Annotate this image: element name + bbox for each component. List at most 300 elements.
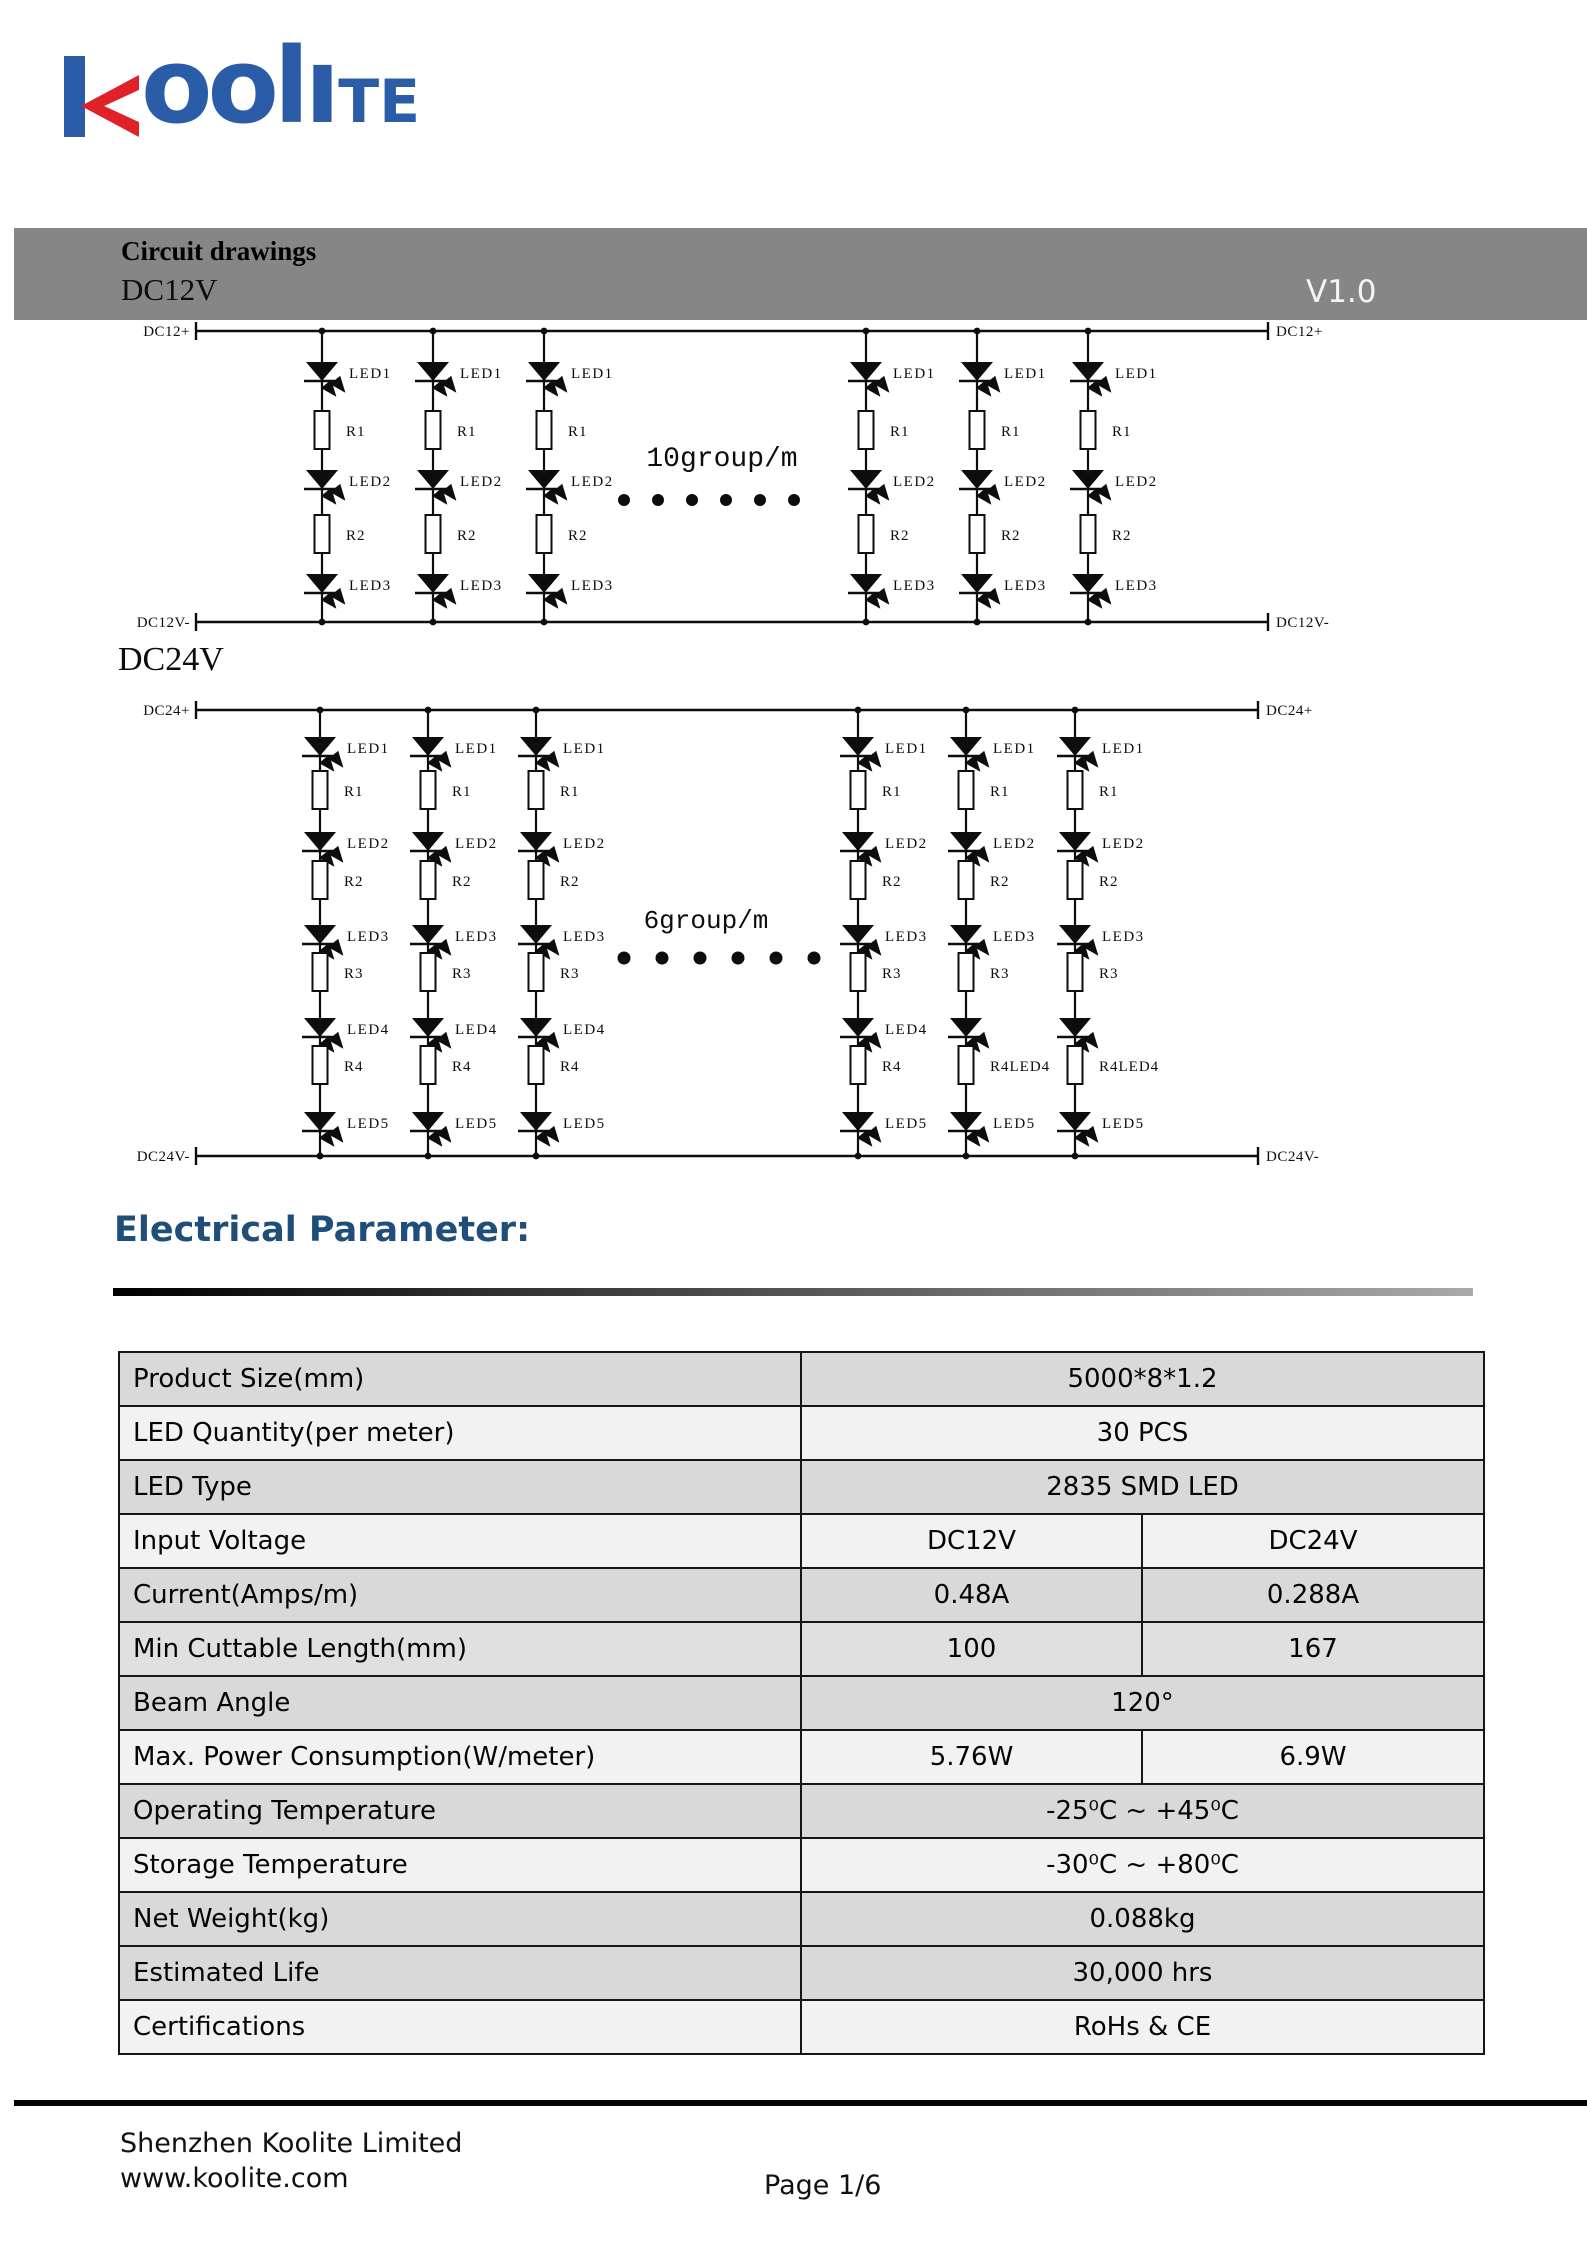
led-symbol	[950, 925, 982, 944]
resistor-symbol	[1081, 515, 1096, 553]
continuation-dot	[720, 494, 732, 506]
param-value: -25⁰C ~ +45⁰C	[801, 1784, 1484, 1838]
resistor-label: R3	[882, 966, 902, 982]
emission-arrow-icon	[447, 593, 455, 603]
emission-arrow-icon	[541, 1135, 549, 1145]
junction-dot	[1072, 707, 1079, 714]
emission-arrow-icon	[334, 756, 342, 766]
resistor-label: R3	[560, 966, 580, 982]
param-label: LED Type	[119, 1460, 801, 1514]
emission-arrow-icon	[1089, 851, 1097, 861]
junction-dot	[855, 1153, 862, 1160]
emission-arrow-icon	[980, 1037, 988, 1047]
junction-dot	[319, 619, 326, 626]
resistor-label: R1	[568, 424, 588, 440]
led-label: LED1	[893, 366, 936, 382]
param-value: 5000*8*1.2	[801, 1352, 1484, 1406]
param-label: Current(Amps/m)	[119, 1568, 801, 1622]
emission-arrow-icon	[549, 597, 557, 607]
emission-arrow-icon	[327, 385, 335, 395]
version-label: V1.0	[1306, 274, 1377, 310]
table-row	[119, 1406, 1484, 1460]
table-row	[119, 1676, 1484, 1730]
param-label: Input Voltage	[119, 1514, 801, 1568]
resistor-symbol	[315, 411, 330, 449]
footer-company: Shenzhen Koolite Limited	[120, 2128, 463, 2159]
resistor-symbol	[1068, 861, 1083, 899]
led-label: LED3	[1004, 578, 1047, 594]
led-symbol	[528, 470, 560, 489]
resistor-label: R1	[1001, 424, 1021, 440]
resistor-label: R1	[890, 424, 910, 440]
emission-arrow-icon	[982, 597, 990, 607]
resistor-label: R1	[344, 784, 364, 800]
emission-arrow-icon	[442, 756, 450, 766]
resistor-label: R1	[1099, 784, 1119, 800]
resistor-label: R2	[452, 874, 472, 890]
rail-label: DC12V-	[136, 615, 190, 631]
led-label: LED1	[571, 366, 614, 382]
led-symbol	[842, 1112, 874, 1131]
continuation-dot	[754, 494, 766, 506]
param-value: 5.76W	[801, 1730, 1142, 1784]
emission-arrow-icon	[558, 593, 566, 603]
continuation-dot	[788, 494, 800, 506]
table-row	[119, 1352, 1484, 1406]
param-label: Certifications	[119, 2000, 801, 2054]
resistor-symbol	[1068, 771, 1083, 809]
resistor-symbol	[313, 953, 328, 991]
emission-arrow-icon	[550, 756, 558, 766]
continuation-dot	[652, 494, 664, 506]
led-symbol	[520, 737, 552, 756]
led-label: LED2	[1102, 836, 1145, 852]
resistor-label: R2	[882, 874, 902, 890]
led-symbol	[417, 362, 449, 381]
emission-arrow-icon	[433, 760, 441, 770]
emission-arrow-icon	[872, 944, 880, 954]
led-symbol	[417, 470, 449, 489]
resistor-symbol	[426, 411, 441, 449]
table-row	[119, 1568, 1484, 1622]
led-label: LED3	[1102, 929, 1145, 945]
table-row	[119, 2000, 1484, 2054]
param-value: 0.088kg	[801, 1892, 1484, 1946]
led-label: LED2	[347, 836, 390, 852]
led-label: LED2	[571, 474, 614, 490]
param-value: 0.288A	[1142, 1568, 1484, 1622]
footer-page-number: Page 1/6	[764, 2170, 882, 2201]
table-row	[119, 1946, 1484, 2000]
group-per-meter-label: 6group/m	[643, 906, 769, 936]
emission-arrow-icon	[1093, 597, 1101, 607]
resistor-symbol	[1068, 953, 1083, 991]
emission-arrow-icon	[438, 597, 446, 607]
rail-label: DC24V-	[136, 1149, 190, 1165]
resistor-symbol	[529, 953, 544, 991]
led-symbol	[306, 470, 338, 489]
resistor-symbol	[851, 771, 866, 809]
led-label: LED2	[1115, 474, 1158, 490]
resistor-label: R3	[990, 966, 1010, 982]
emission-arrow-icon	[880, 593, 888, 603]
resistor-label: R2	[568, 528, 588, 544]
resistor-symbol	[851, 953, 866, 991]
emission-arrow-icon	[980, 851, 988, 861]
led-label: LED1	[455, 741, 498, 757]
led-symbol	[304, 832, 336, 851]
led-symbol	[304, 1018, 336, 1037]
junction-dot	[1085, 619, 1092, 626]
resistor-symbol	[970, 411, 985, 449]
junction-dot	[974, 619, 981, 626]
led-symbol	[1059, 1112, 1091, 1131]
led-symbol	[528, 574, 560, 593]
led-symbol	[412, 737, 444, 756]
emission-arrow-icon	[334, 944, 342, 954]
electrical-parameter-heading: Electrical Parameter:	[114, 1210, 531, 1250]
resistor-label: R4LED4	[990, 1059, 1051, 1075]
junction-dot	[541, 328, 548, 335]
resistor-label: R3	[452, 966, 472, 982]
emission-arrow-icon	[971, 760, 979, 770]
emission-arrow-icon	[863, 1135, 871, 1145]
junction-dot	[863, 619, 870, 626]
emission-arrow-icon	[442, 851, 450, 861]
rail-label: DC24V-	[1266, 1149, 1320, 1165]
emission-arrow-icon	[982, 493, 990, 503]
emission-arrow-icon	[982, 385, 990, 395]
led-label: LED2	[885, 836, 928, 852]
led-label: LED1	[1115, 366, 1158, 382]
resistor-label: R2	[1099, 874, 1119, 890]
led-symbol	[412, 925, 444, 944]
param-value: 2835 SMD LED	[801, 1460, 1484, 1514]
resistor-label: R1	[457, 424, 477, 440]
emission-arrow-icon	[980, 944, 988, 954]
table-row	[119, 1730, 1484, 1784]
junction-dot	[319, 328, 326, 335]
param-value: DC24V	[1142, 1514, 1484, 1568]
led-symbol	[1059, 737, 1091, 756]
continuation-dot	[618, 494, 630, 506]
resistor-label: R4	[560, 1059, 580, 1075]
emission-arrow-icon	[991, 381, 999, 391]
resistor-symbol	[529, 861, 544, 899]
resistor-symbol	[421, 861, 436, 899]
param-value: -30⁰C ~ +80⁰C	[801, 1838, 1484, 1892]
continuation-dot	[618, 952, 631, 965]
resistor-symbol	[529, 771, 544, 809]
emission-arrow-icon	[442, 944, 450, 954]
electrical-parameter-table	[118, 1351, 1485, 2055]
led-label: LED3	[347, 929, 390, 945]
emission-arrow-icon	[1102, 381, 1110, 391]
continuation-dot	[732, 952, 745, 965]
led-symbol	[950, 1018, 982, 1037]
led-label: LED2	[993, 836, 1036, 852]
section-title-dc24v: DC24V	[118, 641, 224, 678]
led-label: LED3	[349, 578, 392, 594]
led-symbol	[1059, 1018, 1091, 1037]
emission-arrow-icon	[558, 489, 566, 499]
led-label: LED3	[455, 929, 498, 945]
emission-arrow-icon	[325, 1135, 333, 1145]
rail-label: DC24+	[143, 703, 190, 719]
led-label: LED3	[460, 578, 503, 594]
param-label: LED Quantity(per meter)	[119, 1406, 801, 1460]
led-symbol	[306, 362, 338, 381]
resistor-symbol	[537, 515, 552, 553]
led-label: LED5	[993, 1116, 1036, 1132]
param-label: Operating Temperature	[119, 1784, 801, 1838]
emission-arrow-icon	[442, 1131, 450, 1141]
logo-letter-l: l	[273, 25, 305, 147]
rail-label: DC12+	[143, 324, 190, 340]
led-label: LED2	[455, 836, 498, 852]
emission-arrow-icon	[550, 851, 558, 861]
emission-arrow-icon	[550, 1131, 558, 1141]
param-label: Beam Angle	[119, 1676, 801, 1730]
led-symbol	[520, 1018, 552, 1037]
resistor-label: R2	[457, 528, 477, 544]
param-label: Max. Power Consumption(W/meter)	[119, 1730, 801, 1784]
emission-arrow-icon	[880, 381, 888, 391]
led-label: LED5	[885, 1116, 928, 1132]
led-label: LED4	[563, 1022, 606, 1038]
emission-arrow-icon	[550, 944, 558, 954]
junction-dot	[963, 707, 970, 714]
resistor-symbol	[1081, 411, 1096, 449]
emission-arrow-icon	[871, 385, 879, 395]
emission-arrow-icon	[336, 593, 344, 603]
emission-arrow-icon	[1089, 1037, 1097, 1047]
led-symbol	[842, 832, 874, 851]
resistor-symbol	[421, 1046, 436, 1084]
table-row	[119, 1622, 1484, 1676]
emission-arrow-icon	[549, 385, 557, 395]
led-label: LED5	[563, 1116, 606, 1132]
emission-arrow-icon	[327, 597, 335, 607]
continuation-dot	[656, 952, 669, 965]
band-title: Circuit drawings	[121, 236, 317, 266]
led-label: LED3	[1115, 578, 1158, 594]
emission-arrow-icon	[1093, 493, 1101, 503]
emission-arrow-icon	[433, 1135, 441, 1145]
led-label: LED2	[563, 836, 606, 852]
logo-letters-oo: oo	[141, 25, 274, 147]
led-symbol	[1072, 362, 1104, 381]
led-label: LED1	[1102, 741, 1145, 757]
param-value: 167	[1142, 1622, 1484, 1676]
resistor-label: R2	[1001, 528, 1021, 544]
led-label: LED3	[993, 929, 1036, 945]
table-row	[119, 1514, 1484, 1568]
emission-arrow-icon	[334, 1037, 342, 1047]
junction-dot	[541, 619, 548, 626]
emission-arrow-icon	[334, 851, 342, 861]
table-row	[119, 1838, 1484, 1892]
emission-arrow-icon	[334, 1131, 342, 1141]
resistor-label: R4	[882, 1059, 902, 1075]
resistor-symbol	[313, 1046, 328, 1084]
resistor-label: R2	[344, 874, 364, 890]
led-symbol	[1072, 470, 1104, 489]
emission-arrow-icon	[549, 493, 557, 503]
param-label: Estimated Life	[119, 1946, 801, 2000]
junction-dot	[533, 1153, 540, 1160]
junction-dot	[425, 1153, 432, 1160]
resistor-label: R1	[346, 424, 366, 440]
logo-letters-te: TE	[338, 67, 421, 137]
continuation-dot	[808, 952, 821, 965]
emission-arrow-icon	[880, 489, 888, 499]
emission-arrow-icon	[336, 381, 344, 391]
resistor-symbol	[426, 515, 441, 553]
param-value: 6.9W	[1142, 1730, 1484, 1784]
resistor-label: R1	[990, 784, 1010, 800]
resistor-label: R1	[882, 784, 902, 800]
led-label: LED1	[349, 366, 392, 382]
resistor-symbol	[959, 771, 974, 809]
param-value: DC12V	[801, 1514, 1142, 1568]
led-symbol	[528, 362, 560, 381]
led-symbol	[520, 1112, 552, 1131]
param-value: 30 PCS	[801, 1406, 1484, 1460]
param-value: RoHs & CE	[801, 2000, 1484, 2054]
led-label: LED3	[571, 578, 614, 594]
junction-dot	[317, 1153, 324, 1160]
led-label: LED2	[460, 474, 503, 490]
led-label: LED5	[455, 1116, 498, 1132]
table-row	[119, 1892, 1484, 1946]
gradient-divider	[113, 1288, 1473, 1296]
footer-website: www.koolite.com	[120, 2163, 349, 2194]
junction-dot	[855, 707, 862, 714]
resistor-label: R2	[890, 528, 910, 544]
led-label: LED3	[563, 929, 606, 945]
emission-arrow-icon	[991, 489, 999, 499]
param-label: Min Cuttable Length(mm)	[119, 1622, 801, 1676]
continuation-dot	[694, 952, 707, 965]
led-symbol	[304, 1112, 336, 1131]
resistor-symbol	[315, 515, 330, 553]
resistor-symbol	[529, 1046, 544, 1084]
table-row	[119, 1460, 1484, 1514]
led-symbol	[306, 574, 338, 593]
emission-arrow-icon	[1089, 1131, 1097, 1141]
resistor-symbol	[859, 515, 874, 553]
emission-arrow-icon	[336, 489, 344, 499]
emission-arrow-icon	[550, 1037, 558, 1047]
led-symbol	[961, 362, 993, 381]
resistor-symbol	[859, 411, 874, 449]
resistor-symbol	[313, 771, 328, 809]
emission-arrow-icon	[980, 756, 988, 766]
emission-arrow-icon	[871, 597, 879, 607]
emission-arrow-icon	[872, 851, 880, 861]
emission-arrow-icon	[1080, 1135, 1088, 1145]
led-symbol	[850, 362, 882, 381]
junction-dot	[1085, 328, 1092, 335]
continuation-dot	[770, 952, 783, 965]
led-label: LED1	[563, 741, 606, 757]
led-label: LED1	[885, 741, 928, 757]
emission-arrow-icon	[872, 1131, 880, 1141]
junction-dot	[974, 328, 981, 335]
emission-arrow-icon	[325, 760, 333, 770]
resistor-label: R4	[452, 1059, 472, 1075]
resistor-label: R1	[452, 784, 472, 800]
resistor-label: R1	[560, 784, 580, 800]
resistor-label: R2	[560, 874, 580, 890]
led-symbol	[842, 737, 874, 756]
led-symbol	[850, 574, 882, 593]
group-per-meter-label: 10group/m	[646, 444, 798, 475]
resistor-label: R4	[344, 1059, 364, 1075]
led-symbol	[412, 1112, 444, 1131]
led-symbol	[842, 1018, 874, 1037]
led-label: LED4	[347, 1022, 390, 1038]
param-value: 100	[801, 1622, 1142, 1676]
footer-divider	[14, 2100, 1587, 2106]
junction-dot	[533, 707, 540, 714]
param-label: Product Size(mm)	[119, 1352, 801, 1406]
emission-arrow-icon	[971, 1135, 979, 1145]
led-label: LED2	[1004, 474, 1047, 490]
junction-dot	[317, 707, 324, 714]
resistor-symbol	[959, 861, 974, 899]
resistor-label: R3	[1099, 966, 1119, 982]
led-symbol	[417, 574, 449, 593]
emission-arrow-icon	[1102, 489, 1110, 499]
led-symbol	[412, 832, 444, 851]
emission-arrow-icon	[872, 756, 880, 766]
junction-dot	[1072, 1153, 1079, 1160]
continuation-dot	[686, 494, 698, 506]
led-label: LED4	[885, 1022, 928, 1038]
led-symbol	[1059, 832, 1091, 851]
emission-arrow-icon	[991, 593, 999, 603]
resistor-symbol	[537, 411, 552, 449]
param-label: Net Weight(kg)	[119, 1892, 801, 1946]
led-label: LED5	[1102, 1116, 1145, 1132]
resistor-label: R3	[344, 966, 364, 982]
led-symbol	[950, 1112, 982, 1131]
led-symbol	[950, 832, 982, 851]
led-symbol	[412, 1018, 444, 1037]
emission-arrow-icon	[327, 493, 335, 503]
led-symbol	[961, 574, 993, 593]
resistor-symbol	[851, 1046, 866, 1084]
resistor-label: R4LED4	[1099, 1059, 1160, 1075]
param-value: 120°	[801, 1676, 1484, 1730]
resistor-symbol	[851, 861, 866, 899]
resistor-label: R2	[1112, 528, 1132, 544]
resistor-symbol	[1068, 1046, 1083, 1084]
emission-arrow-icon	[872, 1037, 880, 1047]
led-symbol	[304, 925, 336, 944]
emission-arrow-icon	[871, 493, 879, 503]
resistor-symbol	[970, 515, 985, 553]
rail-label: DC12V-	[1276, 615, 1330, 631]
led-label: LED1	[1004, 366, 1047, 382]
led-label: LED1	[347, 741, 390, 757]
emission-arrow-icon	[1089, 756, 1097, 766]
led-symbol	[950, 737, 982, 756]
rail-label: DC12+	[1276, 324, 1323, 340]
emission-arrow-icon	[558, 381, 566, 391]
